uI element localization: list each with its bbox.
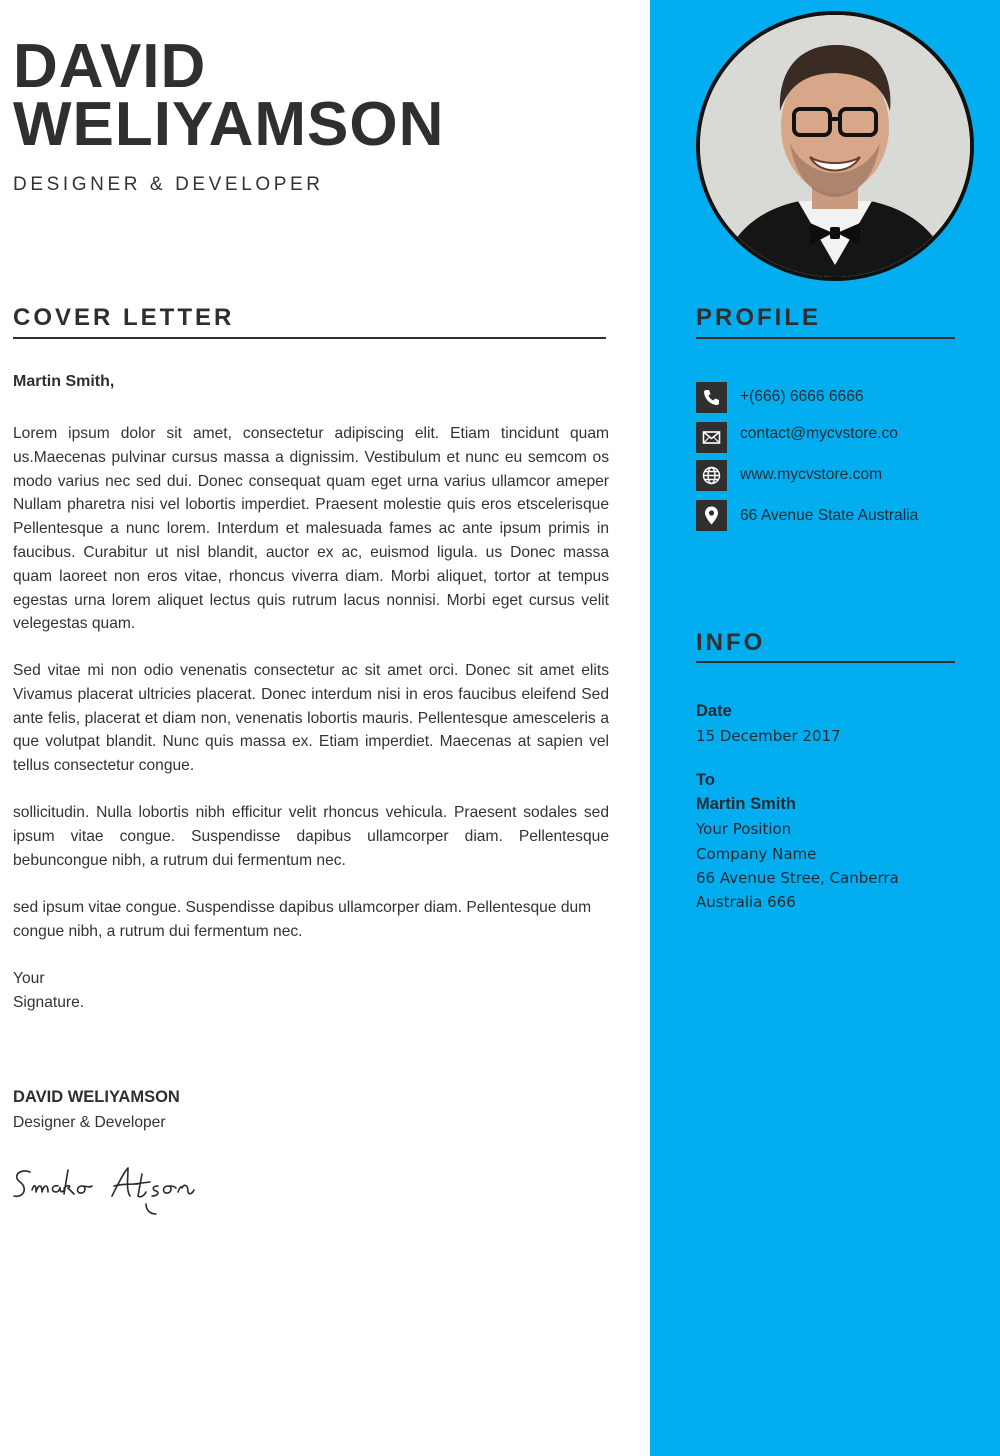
profile-heading: PROFILE xyxy=(696,304,822,331)
signer-name: DAVID WELIYAMSON xyxy=(13,1088,180,1106)
name-last: WELIYAMSON xyxy=(13,90,445,159)
contact-email-text: contact@mycvstore.co xyxy=(740,425,898,442)
closing xyxy=(13,967,84,1015)
letter-paragraph-1: Lorem ipsum dolor sit amet, consectetur adipiscing elit. Etiam tincidunt quam us.Maecenas pulvinar cursus massa a dignissim. Vestibulum et nunc eu semcom os modo varius nec sed dui. Donec consequat quam eget urna varius ullamcor ameper Nullam pharetra nisi vel lobortis imperdiet. Praesent molestie quis eros etscelerisque Pellentesque a nunc lorem. Interdum et malesuada fames ac ante ipsum primis in faucibus. Curabitur ut nisl blandit, auctor ex ac, euismod ligula. us Donec massa quam laoreet non eros vitae, rhoncus viverra diam. Morbi aliquet, tortor at tempus egestas urna lorem aliquet lectus quis rutrum lacus nonnisi. Morbi eget cursus velit velegestas quam. xyxy=(13,425,609,633)
phone-icon xyxy=(696,382,727,413)
contact-website-text: www.mycvstore.com xyxy=(740,466,883,483)
recipient-street: 66 Avenue Stree, Canberra xyxy=(696,869,899,887)
profile-photo xyxy=(696,11,974,281)
date-label: Date xyxy=(696,702,732,720)
contact-address-text: 66 Avenue State Australia xyxy=(740,507,919,524)
recipient-position: Your Position xyxy=(696,820,792,838)
closing-line-2: Signature. xyxy=(13,994,85,1011)
cover-letter-heading: COVER LETTER xyxy=(13,304,235,331)
name-first: DAVID xyxy=(13,32,207,101)
handwritten-signature xyxy=(8,1158,198,1220)
letter-paragraph-4: sed ipsum vitae congue. Suspendisse dapibus ullamcorper diam. Pellentesque dum congue nibh, a rutrum dui fermentum nec. xyxy=(13,899,592,940)
closing-line-1: Your xyxy=(13,970,45,987)
recipient-name: Martin Smith xyxy=(696,795,796,813)
salutation: Martin Smith, xyxy=(13,373,115,390)
candidate-title: DESIGNER & DEVELOPER xyxy=(13,174,324,195)
email-icon xyxy=(696,422,727,453)
letter-paragraph-3: sollicitudin. Nulla lobortis nibh efficitur velit rhoncus vehicula. Praesent sodales sed ipsum vitae congue. Suspendisse dapibus ullamcorper diam. Pellentesque bebuncongue nibh, a rutrum dui fermentum nec. xyxy=(13,804,609,869)
contact-phone-text: +(666) 6666 6666 xyxy=(740,388,864,405)
globe-icon xyxy=(696,460,727,491)
signer-title: Designer & Developer xyxy=(13,1114,166,1131)
candidate-name xyxy=(13,32,445,159)
info-divider xyxy=(696,661,955,663)
date-value: 15 December 2017 xyxy=(696,727,841,745)
recipient-company: Company Name xyxy=(696,845,817,863)
profile-divider xyxy=(696,337,955,339)
letter-paragraph-2: Sed vitae mi non odio venenatis consectetur ac sit amet orci. Donec sit amet elits Vivamus placerat ultricies placerat. Donec interdum nisi in eros faucibus eleifend Sed ante felis, placerat et diam non, venenatis lobortis mauris. Pellentesque amesceleris a que volutpat blandit. Nunc quis massa ex. Etiam imperdiet. Maecenas at sapien vel tellus consectetur congue. xyxy=(13,662,609,775)
info-heading: INFO xyxy=(696,629,766,656)
location-pin-icon xyxy=(696,500,727,531)
to-label: To xyxy=(696,771,715,789)
recipient-country: Australia 666 xyxy=(696,893,796,911)
cover-letter-divider xyxy=(13,337,606,339)
